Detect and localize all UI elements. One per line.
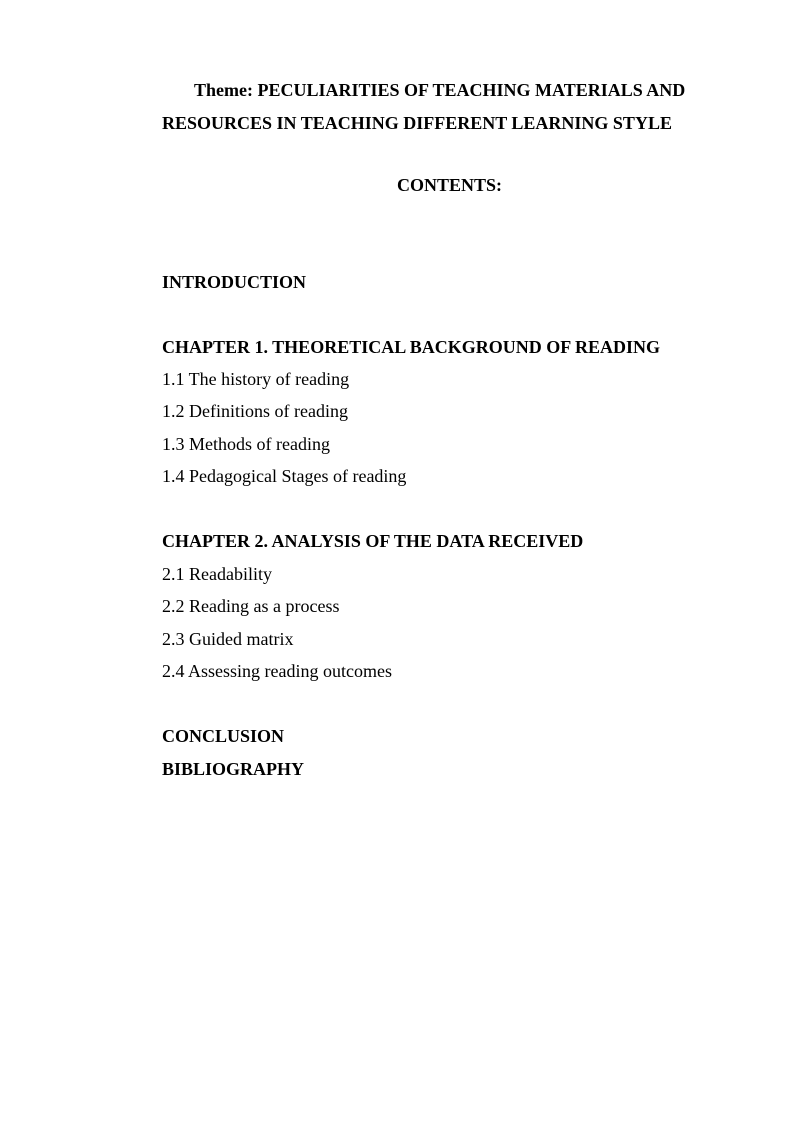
- toc-item-1-1: 1.1 The history of reading: [162, 369, 350, 389]
- toc-conclusion: CONCLUSION: [162, 726, 285, 746]
- document-title: [162, 74, 722, 139]
- toc-item-1-2: 1.2 Definitions of reading: [162, 401, 348, 421]
- title-line-1: Theme: PECULIARITIES OF TEACHING MATERIALS AND: [194, 80, 686, 100]
- toc-item-2-4: 2.4 Assessing reading outcomes: [162, 661, 392, 681]
- toc-item-1-3: 1.3 Methods of reading: [162, 434, 330, 454]
- toc-item-1-4: 1.4 Pedagogical Stages of reading: [162, 466, 407, 486]
- toc-item-2-2: 2.2 Reading as a process: [162, 596, 340, 616]
- toc-bibliography: BIBLIOGRAPHY: [162, 759, 305, 779]
- toc-introduction: INTRODUCTION: [162, 272, 307, 292]
- toc-chapter2-heading: CHAPTER 2. ANALYSIS OF THE DATA RECEIVED: [162, 531, 584, 551]
- contents-heading: CONTENTS:: [397, 175, 503, 195]
- toc-chapter1-heading: CHAPTER 1. THEORETICAL BACKGROUND OF READING: [162, 337, 661, 357]
- toc-item-2-1: 2.1 Readability: [162, 564, 272, 584]
- title-line-2: RESOURCES IN TEACHING DIFFERENT LEARNING STYLE: [162, 112, 672, 133]
- toc-item-2-3: 2.3 Guided matrix: [162, 629, 294, 649]
